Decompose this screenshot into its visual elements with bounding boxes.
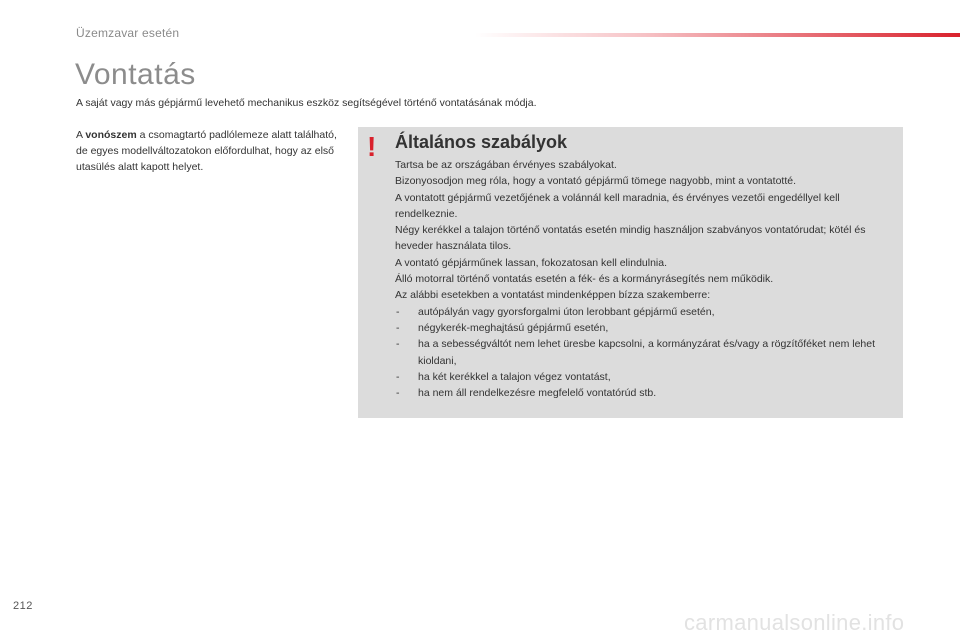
exclamation-icon: ! <box>367 131 377 162</box>
general-rules-box <box>358 127 903 418</box>
list-item-text: autópályán vagy gyorsforgalmi úton lerobbant gépjármű esetén, <box>418 305 715 318</box>
rule-paragraph: Álló motorral történő vontatás esetén a fék- és a kormányrásegítés nem működik. <box>395 273 774 286</box>
section-header: Üzemzavar esetén <box>76 26 180 40</box>
rule-paragraph: Bizonyosodjon meg róla, hogy a vontató gépjármű tömege nagyobb, mint a vontatotté. <box>395 175 796 188</box>
rule-paragraph: Négy kerékkel a talajon történő vontatás esetén mindig használjon szabványos vontatórudat; kötél és heveder használata tilos. <box>395 224 866 253</box>
list-dash: - <box>396 370 400 383</box>
page-title: Vontatás <box>75 58 196 91</box>
list-dash: - <box>396 305 400 318</box>
towing-eye-term: vonószem <box>85 129 137 141</box>
rule-paragraph: A vontató gépjárműnek lassan, fokozatosan kell elindulnia. <box>395 256 668 269</box>
rule-paragraph: Az alábbi esetekben a vontatást mindenképpen bízza szakemberre: <box>395 289 711 302</box>
list-item-text: ha a sebességváltót nem lehet üresbe kapcsolni, a kormányzárat és/vagy a rögzítőféket nem lehet kioldani, <box>418 338 876 367</box>
list-item <box>395 320 900 336</box>
watermark: carmanualsonline.info <box>684 610 905 635</box>
rules-title: Általános szabályok <box>395 132 568 152</box>
list-dash: - <box>396 338 400 351</box>
list-item-text: ha két kerékkel a talajon végez vontatást, <box>418 370 611 383</box>
header-accent-bar <box>475 33 960 37</box>
list-item <box>395 385 900 401</box>
rules-body <box>395 157 900 401</box>
list-item <box>395 304 900 320</box>
list-dash: - <box>396 387 400 400</box>
list-dash: - <box>396 321 400 334</box>
list-item <box>395 336 900 369</box>
towing-eye-text: a csomagtartó padlólemeze alatt található, de egyes modellváltozatokon előfordulhat, hogy az első utasülés alatt kapott helyet. <box>76 129 337 173</box>
list-item-text: ha nem áll rendelkezésre megfelelő vontatórúd stb. <box>418 387 657 400</box>
professional-towing-list <box>395 304 900 402</box>
list-item-text: négykerék-meghajtású gépjármű esetén, <box>418 321 609 334</box>
towing-eye-prefix: A <box>76 129 86 141</box>
towing-eye-paragraph <box>76 127 346 175</box>
rule-paragraph: A vontatott gépjármű vezetőjének a volánnál kell maradnia, és érvényes vezetői engedéllyel kell rendelkeznie. <box>395 191 840 220</box>
list-item <box>395 369 900 385</box>
page-subtitle: A saját vagy más gépjármű levehető mechanikus eszköz segítségével történő vontatásának módja. <box>76 97 537 109</box>
rule-paragraph: Tartsa be az országában érvényes szabályokat. <box>395 159 617 171</box>
page-number: 212 <box>13 600 33 612</box>
